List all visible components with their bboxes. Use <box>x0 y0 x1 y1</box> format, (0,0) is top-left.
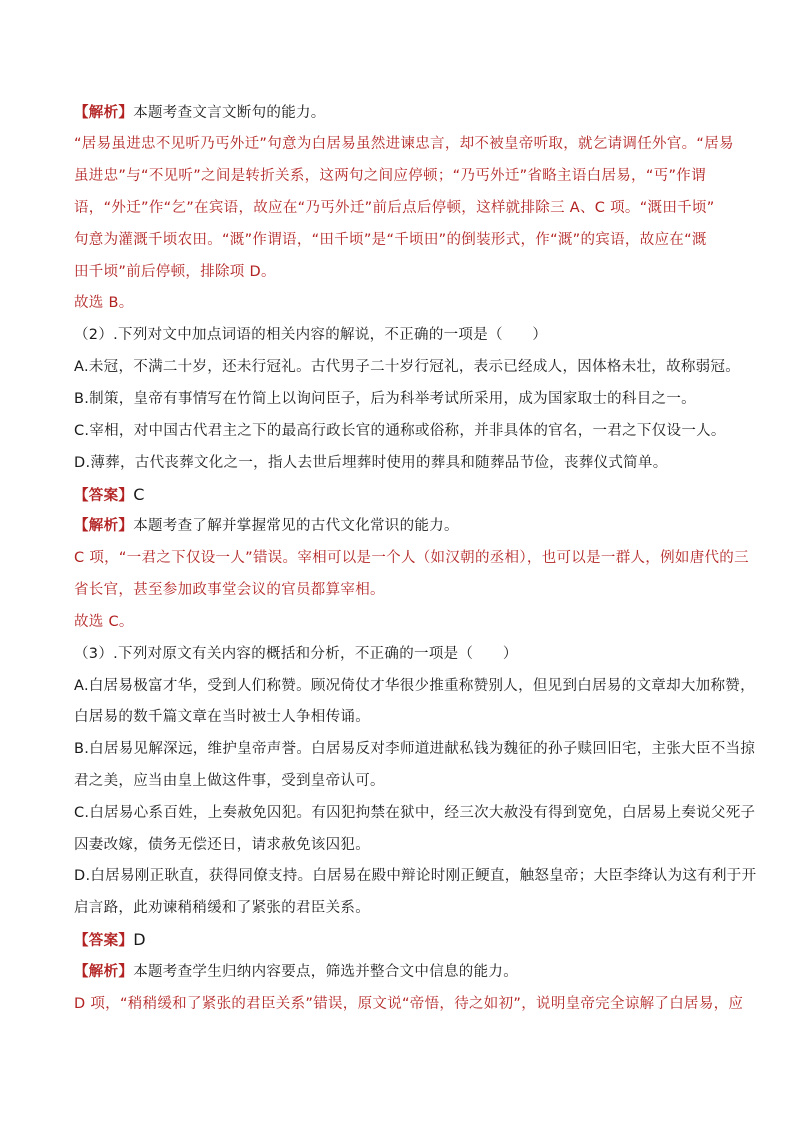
option-b: B.白居易见解深远，维护皇帝声誉。白居易反对李师道进献私钱为魏征的孙子赎回旧宅，主张大臣不当掠 <box>74 741 756 757</box>
option-c-cont: 囚妻改嫁，债务无偿还日，请求赦免该囚犯。 <box>74 837 370 853</box>
analysis-body-line: 语，“外迁”作“乞”在宾语，故应在“乃丐外迁”前后点后停顿，这样就排除三 A、C 项。“溉田千顷” <box>74 200 715 216</box>
answer-tag: 【答案】 <box>74 933 134 949</box>
answer-value: D <box>133 930 146 949</box>
analysis-line-2 <box>74 516 724 536</box>
analysis-body-line: “居易虽进忠不见听乃丐外迁”句意为白居易虽然进谏忠言，却不被皇帝听取，就乞请调任外官。“居易 <box>74 136 734 152</box>
option-d: D.薄葬，古代丧葬文化之一，指人去世后埋葬时使用的葬具和随葬品节俭，丧葬仪式简单。 <box>74 455 668 471</box>
analysis-body-line: C 项，“一君之下仅设一人”错误。宰相可以是一个人（如汉朝的丞相），也可以是一群人，例如唐代的三 <box>74 550 749 566</box>
analysis-text: 本题考查学生归纳内容要点，筛选并整合文中信息的能力。 <box>133 964 519 980</box>
analysis-text: 本题考查了解并掌握常见的古代文化常识的能力。 <box>133 518 459 534</box>
option-b: B.制策，皇帝有事情写在竹简上以询问臣子，后为科举考试所采用，成为国家取士的科目之一。 <box>74 391 696 407</box>
analysis-tag: 【解析】 <box>74 964 134 980</box>
option-c: C.白居易心系百姓，上奏赦免囚犯。有囚犯拘禁在狱中，经三次大赦没有得到宽免，白居易上奏说父死子 <box>74 805 756 821</box>
analysis-body-line: 句意为灌溉千顷农田。“溉”作谓语，“田千顷”是“千顷田”的倒装形式，作“溉”的宾语，故应在“溉 <box>74 232 707 248</box>
analysis-line-1 <box>74 103 724 123</box>
option-a: A.白居易极富才华，受到人们称赞。顾况倚仗才华很少推重称赞别人，但见到白居易的文章却大加称赞， <box>74 678 755 694</box>
option-a-cont: 白居易的数千篇文章在当时被士人争相传诵。 <box>74 709 370 725</box>
analysis-body-line: 田千顷”前后停顿，排除项 D。 <box>74 264 276 280</box>
analysis-line-3 <box>74 962 724 982</box>
answer-value: C <box>133 485 145 504</box>
option-b-cont: 君之美，应当由皇上做这件事，受到皇帝认可。 <box>74 773 385 789</box>
option-c: C.宰相，对中国古代君主之下的最高行政长官的通称或俗称，并非具体的官名，一君之下仅设一人。 <box>74 423 726 439</box>
conclusion-line: 故选 B。 <box>74 295 134 311</box>
option-d: D.白居易刚正耿直，获得同僚支持。白居易在殿中辩论时刚正鲠直，触怒皇帝；大臣李绛认为这有利于开 <box>74 868 757 884</box>
analysis-tag: 【解析】 <box>74 518 134 534</box>
analysis-body-line: 虽进忠”与“不见听”之间是转折关系，这两句之间应停顿；“乃丐外迁”省略主语白居易，“丐”作谓 <box>74 168 706 184</box>
answer-line-2 <box>74 485 724 506</box>
option-a: A.未冠，不满二十岁，还未行冠礼。古代男子二十岁行冠礼，表示已经成人，因体格未壮，故称弱冠。 <box>74 359 741 375</box>
option-d-cont: 启言路，此劝谏稍稍缓和了紧张的君臣关系。 <box>74 900 370 916</box>
conclusion-line: 故选 C。 <box>74 614 134 630</box>
question-2: （2）.下列对文中加点词语的相关内容的解说，不正确的一项是（ ） <box>74 327 548 343</box>
answer-tag: 【答案】 <box>74 488 134 504</box>
analysis-text: 本题考查文言文断句的能力。 <box>133 105 326 121</box>
question-3: （3）.下列对原文有关内容的概括和分析，不正确的一项是（ ） <box>74 646 518 662</box>
analysis-body-line: 省长官，甚至参加政事堂会议的官员都算宰相。 <box>74 582 385 598</box>
analysis-body-line: D 项，“稍稍缓和了紧张的君臣关系”错误，原文说“帝悟，待之如初”，说明皇帝完全谅解了白居易，应 <box>74 996 744 1012</box>
analysis-tag: 【解析】 <box>74 105 134 121</box>
answer-line-3 <box>74 930 724 951</box>
